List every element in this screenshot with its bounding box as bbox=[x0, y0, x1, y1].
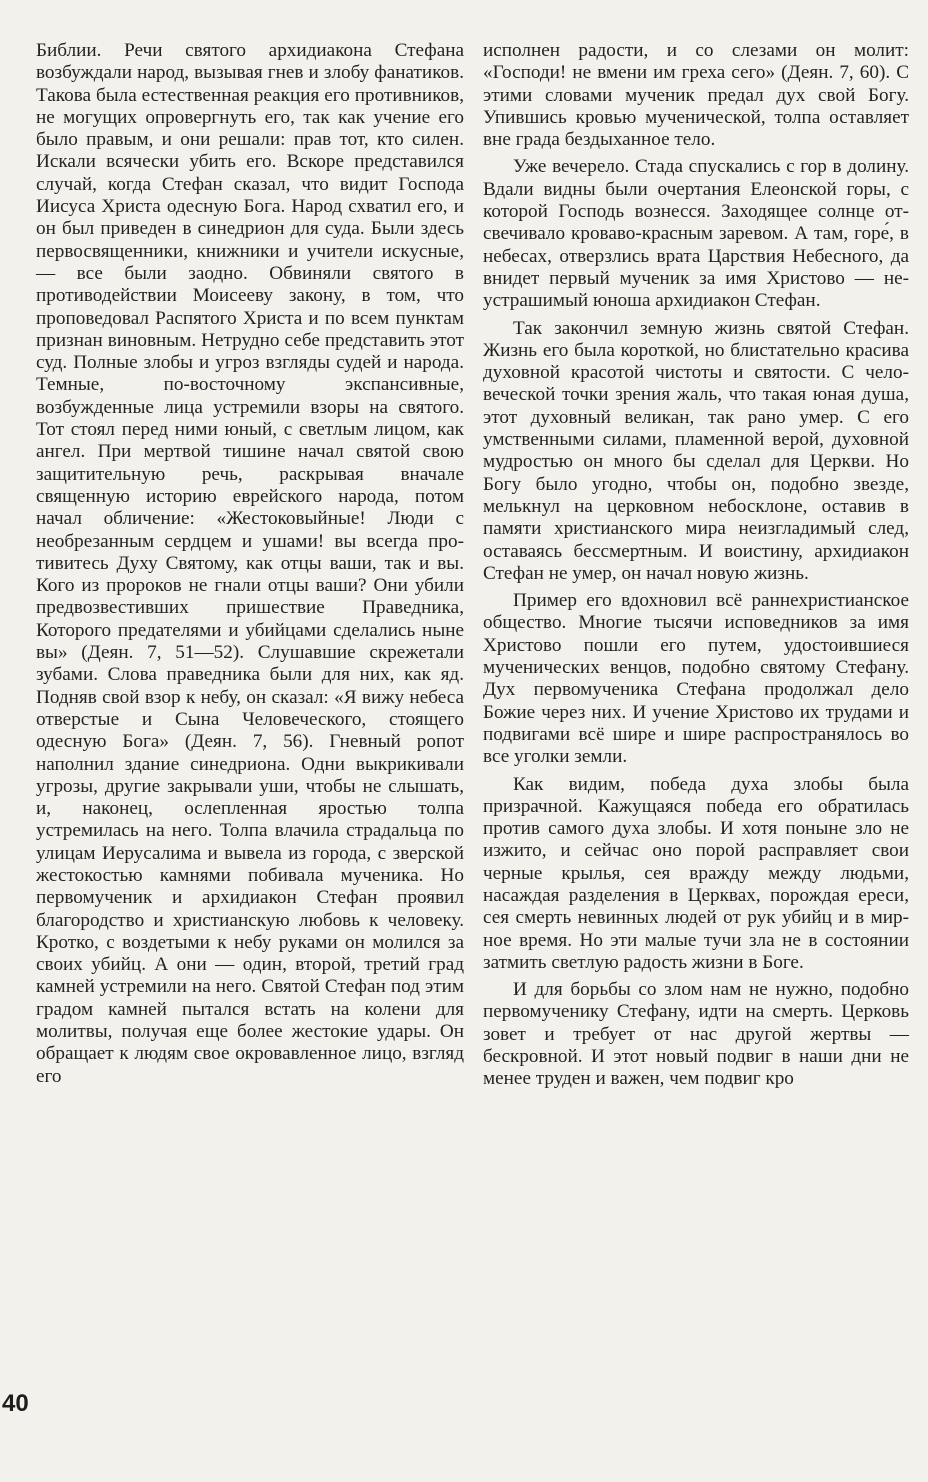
page-number: 40 bbox=[2, 1390, 29, 1417]
right-paragraph-4: Пример его вдохновил всё раннехристианское общество. Многие тысячи исповедников за имя Христово пошли его путем, удостоившиеся мученических венцов, подобно святому Стефану. Дух первомученика Стефана продолжал дело Божие через них. И учение Христово их трудами и подвигами всё шире и шире распространялось во все уголки земли. bbox=[483, 590, 909, 768]
left-paragraph-1: Библии. Речи святого архидиакона Стефана возбуждали народ, вызывая гнев и злобу фанатиков. Такова была естественная реакция его противников, не могущих опровергнуть его, так как учение его было правым, и они решали: прав тот, кто силен. Искали всячески убить его. Вскоре представился случай, когда Стефан сказал, что видит Господа Иисуса Христа одесную Бога. Народ схватил его, и он был приведен в синедрион для суда. Были здесь первосвященники, книжники и учители искусные,— все были заодно. Обвиняли святого в противодействии Моисееву закону, в том, что проповедовал Распятого Христа и по всем пунктам признан виновным. Нетрудно себе представить этот суд. Полные злобы и угроз взгляды судей и народа. Темные, по-восточному экспансивные, возбужденные лица устремили взоры на святого. Тот стоял перед ними юный, с светлым лицом, как ангел. При мертвой тишине начал святой свою защитительную речь, раскрывая вначале священную историю еврейского народа, потом начал обличение: «Жестоковыйные! Люди с необрезанным сердцем и ушами! вы всегда противитесь Духу Святому, как отцы ваши, так и вы. Кого из пророков не гнали отцы ваши? Они убили предвозвестивших пришествие Праведника, Которого предателями и убийцами сделались ныне вы» (Деян. 7, 51—52). Слушавшие скрежетали зубами. Слова праведника были для них, как яд. Подняв свой взор к небу, он сказал: «Я вижу небеса отверстые и Сына Человеческого, стоящего одесную Бога» (Деян. 7, 56). Гневный ропот наполнил здание синедриона. Одни выкрикивали угрозы, другие закрывали уши, чтобы не слышать, и, наконец, ослепленная яростью толпа устремилась на него. Толпа влачила страдальца по улицам Иерусалима и вывела из города, с зверской жестокостью камнями побивала мученика. Но первомученик и архидиакон Стефан проявил благородство и христианскую любовь к человеку. Кротко, с воздетыми к небу руками он молился за своих убийц. А они — один, второй, третий град камней устремили на него. Святой Стефан под этим градом камней пытался встать на колени для молитвы, получая еще более жестокие удары. Он обращает к людям свое окровавленное лицо, взгляд его bbox=[36, 40, 464, 1087]
right-paragraph-5: Как видим, победа духа злобы была призрачной. Кажущаяся победа его обратилась против самого духа злобы. И хотя поныне зло не изжито, и сейчас оно порой расправляет свои черные крылья, сея вражду между людьми, насаждая разделения в Церквах, порождая ереси, сея смерть невинных людей от рук убийц и в мирное время. Но эти малые тучи зла не в состоянии затмить светлую радость жизни в Боге. bbox=[483, 773, 909, 973]
right-paragraph-2: Уже вечерело. Стада спускались с гор в долину. Вдали видны были очертания Елеонской горы, с которой Господь вознесся. Заходящее солнце отсвечивало кроваво-красным заревом. А там, горе́, в небесах, отверзлись врата Царствия Небесного, да внидет первый мученик за имя Христово — неустрашимый юноша архидиакон Стефан. bbox=[483, 156, 909, 312]
right-paragraph-1: исполнен радости, и со слезами он молит: «Господи! не вмени им греха сего» (Деян. 7, 60). С этими словами мученик предал дух свой Богу. Упившись кровью мученической, толпа оставляет вне града бездыханное тело. bbox=[483, 40, 909, 151]
left-text-column bbox=[36, 40, 464, 1088]
right-text-column bbox=[483, 40, 909, 1091]
right-paragraph-6: И для борьбы со злом нам не нужно, подобно первомученику Стефану, идти на смерть. Церковь зовет и требует от нас другой жертвы — бескровной. И этот новый подвиг в наши дни не менее труден и важен, чем подвиг кро bbox=[483, 979, 909, 1090]
right-paragraph-3: Так закончил земную жизнь святой Стефан. Жизнь его была короткой, но блистательно красива духовной красотой чистоты и святости. С человеческой точки зрения жаль, что такая юная душа, этот духовный великан, так рано умер. С его умственными силами, пламенной верой, духовной мудростью он много бы сделал для Церкви. Но Богу было угодно, чтобы он, подобно звезде, мелькнул на церковном небосклоне, оставив в памяти христианского мира неизгладимый след, оставаясь бессмертным. И воистину, архидиакон Стефан не умер, он начал новую жизнь. bbox=[483, 317, 909, 584]
